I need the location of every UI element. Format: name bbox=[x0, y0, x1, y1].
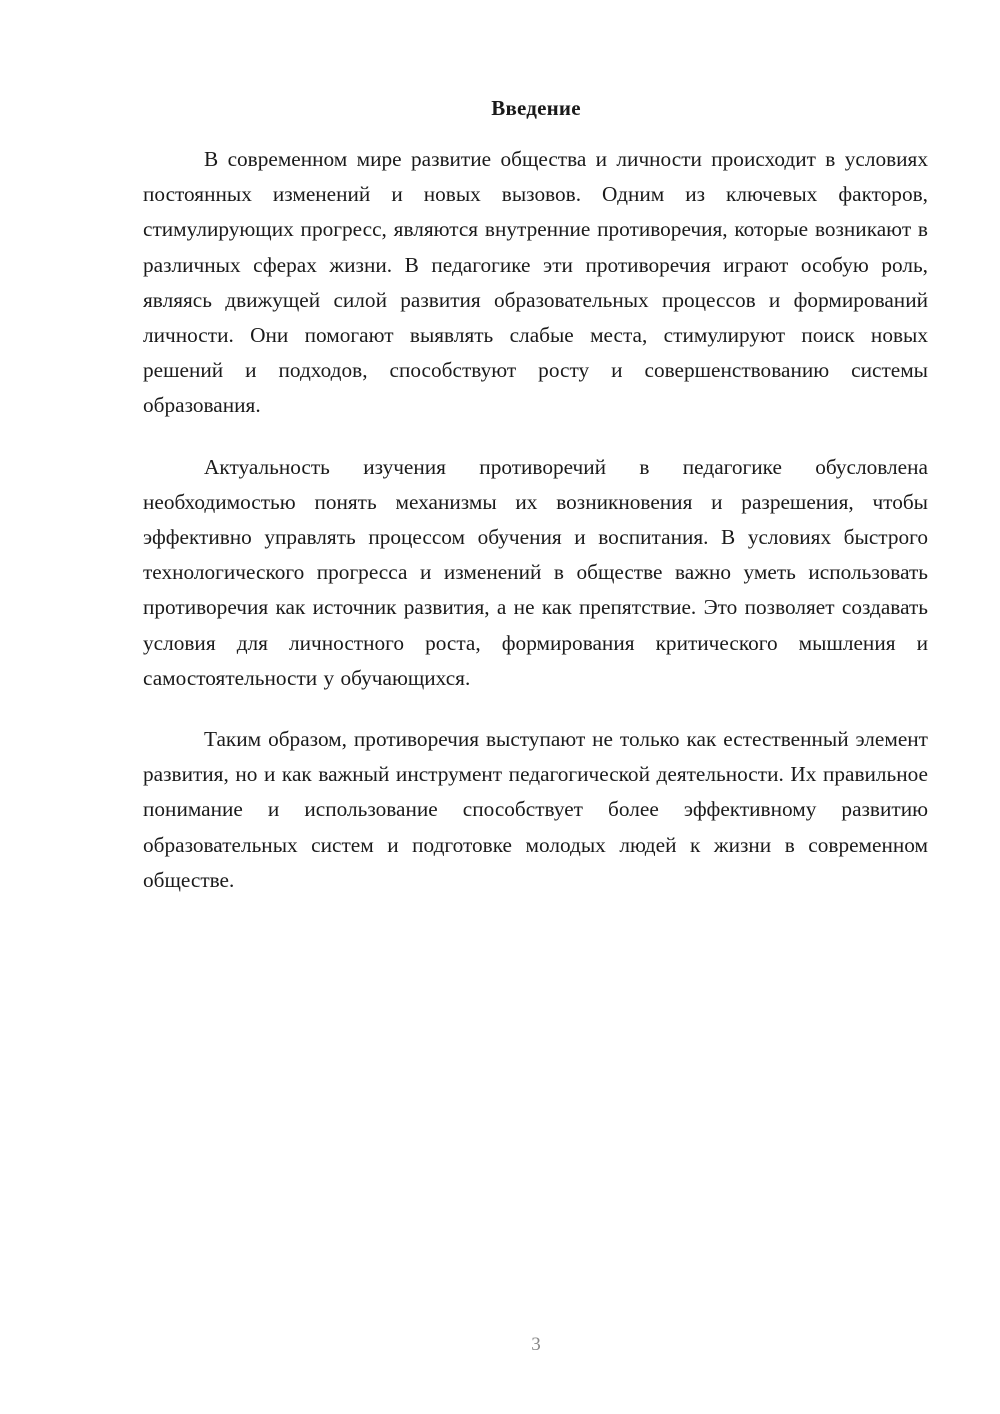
body-text bbox=[143, 142, 928, 924]
paragraph-intro: В современном мире развитие общества и личности происходит в условиях постоянных изменений и новых вызовов. Одним из ключевых факторов, стимулирующих прогресс, являются внутренние противоречия, которые возникают в различных сферах жизни. В педагогике эти противоречия играют особую роль, являясь движущей силой развития образовательных процессов и формирований личности. Они помогают выявлять слабые места, стимулируют поиск новых решений и подходов, способствуют росту и совершенствованию системы образования. bbox=[143, 147, 928, 418]
paragraph-conclusion: Таким образом, противоречия выступают не только как естественный элемент развития, но и как важный инструмент педагогической деятельности. Их правильное понимание и использование способствует более эффективному развитию образовательных систем и подготовке молодых людей к жизни в современном обществе. bbox=[143, 727, 928, 892]
section-heading: Введение bbox=[491, 96, 581, 120]
page-number: 3 bbox=[531, 1334, 541, 1355]
paragraph-relevance: Актуальность изучения противоречий в педагогике обусловлена необходимостью понять механизмы их возникновения и разрешения, чтобы эффективно управлять процессом обучения и воспитания. В условиях быстрого технологического прогресса и изменений в обществе важно уметь использовать противоречия как источник развития, а не как препятствие. Это позволяет создавать условия для личностного роста, формирования критического мышления и самостоятельности у обучающихся. bbox=[143, 454, 928, 690]
